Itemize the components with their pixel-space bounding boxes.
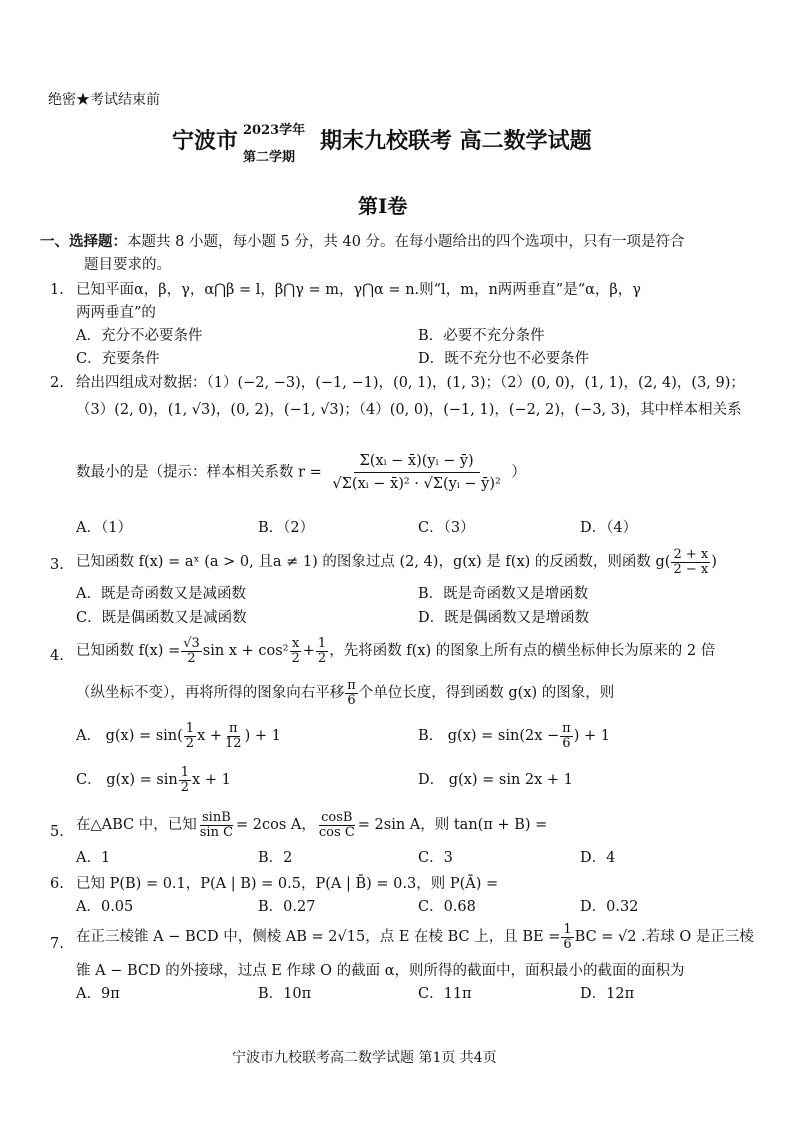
opt-b-pre: B． g(x) = sin(2x −: [418, 728, 560, 745]
q4-stem-line1: [76, 637, 715, 665]
q5-option-b: B．2: [258, 850, 293, 866]
section-desc-line1: 本题共 8 小题，每小题 5 分，共 40 分。在每小题给出的四个选项中，只有一项是符合: [127, 234, 685, 250]
q5-mid: = 2cos A，: [236, 817, 316, 834]
frac-num: 1: [563, 922, 572, 937]
q1-number: 1.: [50, 282, 64, 298]
q6-stem: 已知 P(B) = 0.1，P(A | B) = 0.5，P(A | B̄) = 0.3，则 P(Ā) =: [76, 876, 499, 892]
q3-stem: [76, 548, 717, 576]
opt-c-post: x + 1: [192, 772, 231, 789]
opt-a-frac2: [223, 722, 244, 750]
q4-mid2: +: [302, 643, 315, 660]
opt-c-pre: C． g(x) = sin: [76, 772, 178, 789]
q4-line1-post: ，先将函数 f(x) 的图象上所有点的横坐标伸长为原来的 2 倍: [329, 643, 716, 660]
frac-num: 1: [185, 721, 195, 736]
frac-den: 6: [347, 692, 356, 708]
q1-stem-line1: 已知平面α，β，γ，α⋂β = l，β⋂γ = m，γ⋂α = n.则“l，m，n两两垂直”是“α，β，γ: [76, 282, 641, 298]
q4-option-d: D． g(x) = sin 2x + 1: [418, 772, 573, 788]
frac-den: 2: [291, 650, 300, 666]
q4-line2-post: 个单位长度，得到函数 g(x) 的图象，则: [358, 685, 615, 702]
q4-line2-pre: （纵坐标不变），再将所得的图象向右平移: [76, 685, 345, 702]
title-year: 2023学年: [243, 123, 306, 138]
q5-option-c: C．3: [418, 850, 453, 866]
frac-num: x: [291, 636, 300, 651]
q3-option-d: D．既是偶函数又是增函数: [418, 610, 590, 626]
page-footer: 宁波市九校联考高二数学试题 第1页 共4页: [232, 1050, 497, 1066]
frac-num: π: [562, 721, 571, 736]
q6-option-d: D．0.32: [580, 899, 639, 915]
q3-option-c: C．既是偶函数又是减函数: [76, 610, 247, 626]
q4-frac-pi-6: [345, 679, 358, 707]
q2-option-b: B．（2）: [258, 520, 315, 536]
formula-numerator: Σ(xᵢ − x̄)(yᵢ − ȳ): [354, 452, 480, 473]
q2-line3-pre: 数最小的是（提示：样本相关系数 r =: [76, 464, 322, 481]
correlation-formula: [326, 452, 506, 493]
q2-option-c: C．（3）: [418, 520, 475, 536]
q7-stem-line1: [76, 923, 754, 951]
q5-stem: [76, 811, 547, 839]
q7-option-b: B．10π: [258, 986, 312, 1002]
q5-pre: 在△ABC 中，已知: [76, 817, 197, 834]
frac-den: 2: [317, 650, 327, 666]
q3-frac-den: 2 − x: [673, 561, 709, 577]
q2-option-a: A．（1）: [76, 520, 132, 536]
q4-frac-sqrt3-2: [181, 637, 202, 665]
q2-option-d: D．（4）: [580, 520, 638, 536]
frac-num: sinB: [202, 810, 231, 825]
q7-frac: [561, 923, 573, 951]
opt-a-post: ) + 1: [244, 728, 281, 745]
q3-stem-post: ): [711, 554, 717, 571]
q3-option-b: B．既是奇函数又是增函数: [418, 586, 589, 602]
q3-option-a: A．既是奇函数又是减函数: [76, 586, 246, 602]
frac-den: cos C: [318, 824, 355, 840]
q6-option-b: B．0.27: [258, 899, 316, 915]
frac-num: √3: [183, 636, 200, 651]
frac-num: cosB: [321, 810, 353, 825]
q3-frac-num: 2 + x: [673, 547, 709, 562]
section-desc-line2: 题目要求的。: [84, 257, 171, 273]
q1-option-b: B．必要不充分条件: [418, 328, 545, 344]
q2-number: 2.: [50, 375, 64, 391]
title-city: 宁波市: [172, 128, 239, 154]
q1-option-a: A．充分不必要条件: [76, 328, 203, 344]
q2-stem-line1: 给出四组成对数据：（1）(−2, −3)，(−1, −1)，(0, 1)，(1, 3)；（2）(0, 0)，(1, 1)，(2, 4)，(3, 9)；: [76, 375, 745, 391]
q4-number: 4.: [50, 648, 64, 664]
volume-title: 第Ⅰ卷: [358, 194, 408, 218]
q3-stem-pre: 已知函数 f(x) = aˣ (a > 0, 且a ≠ 1) 的图象过点 (2, 4)，g(x) 是 f(x) 的反函数，则函数 g(: [76, 554, 671, 571]
q4-stem-line2: [76, 679, 614, 707]
q7-option-a: A．9π: [76, 986, 120, 1002]
q4-frac-x-2: [289, 637, 301, 665]
q5-frac1: [198, 811, 235, 839]
q4-option-b: [418, 722, 610, 750]
q7-line1-post: BC = √2 .若球 O 是正三棱: [574, 929, 754, 946]
frac-den: 2: [180, 779, 190, 795]
opt-c-frac: [179, 766, 191, 794]
q4-frac-1-2: [316, 637, 328, 665]
q5-number: 5.: [50, 824, 64, 840]
opt-a-pre: A． g(x) = sin(: [76, 728, 183, 745]
q3-fraction: [671, 548, 710, 576]
q6-option-a: A．0.05: [76, 899, 134, 915]
frac-num: 1: [317, 636, 327, 651]
q2-stem-line3: [76, 452, 526, 493]
frac-den: 6: [563, 936, 572, 952]
confidential-label: 绝密★考试结束前: [48, 92, 160, 108]
q7-stem-line2: 锥 A − BCD 的外接球，过点 E 作球 O 的截面 α，则所得的截面中，面积最小的截面的面积为: [76, 963, 685, 979]
frac-den: 2: [185, 735, 195, 751]
q7-number: 7.: [50, 936, 64, 952]
page-title: [172, 128, 238, 156]
q6-option-c: C．0.68: [418, 899, 476, 915]
frac-den: sin C: [199, 824, 234, 840]
frac-num: 1: [180, 765, 190, 780]
q7-option-d: D．12π: [580, 986, 635, 1002]
opt-b-post: ) + 1: [573, 728, 610, 745]
q5-option-d: D．4: [580, 850, 616, 866]
frac-den: 12: [225, 735, 242, 751]
frac-num: π: [229, 721, 238, 736]
frac-num: π: [347, 678, 356, 693]
opt-a-mid: x +: [197, 728, 223, 745]
q1-option-c: C．充要条件: [76, 351, 160, 367]
q6-number: 6.: [50, 876, 64, 892]
q5-post: = 2sin A，则 tan(π + B) =: [357, 817, 548, 834]
frac-den: 2: [187, 650, 196, 666]
title-term: 第二学期: [243, 150, 296, 165]
q4-option-a: [76, 722, 281, 750]
q1-option-d: D．既不充分也不必要条件: [418, 351, 590, 367]
opt-a-frac1: [184, 722, 196, 750]
q7-option-c: C．11π: [418, 986, 472, 1002]
q4-line1-pre: 已知函数 f(x) =: [76, 643, 181, 660]
q7-line1-pre: 在正三棱锥 A − BCD 中，侧棱 AB = 2√15，点 E 在棱 BC 上，且 BE =: [76, 929, 561, 946]
opt-b-frac: [560, 722, 573, 750]
q2-line3-post: ）: [511, 464, 526, 481]
q1-stem-line2: 两两垂直”的: [76, 305, 156, 321]
q4-option-c: [76, 766, 231, 794]
section-heading: 一、选择题：: [40, 233, 127, 250]
q5-option-a: A．1: [76, 850, 111, 866]
q4-mid1: sin x + cos²: [202, 643, 289, 660]
formula-denominator: √Σ(xᵢ − x̄)² · √Σ(yᵢ − ȳ)²: [332, 476, 501, 493]
q5-frac2: [317, 811, 357, 839]
q3-number: 3.: [50, 557, 64, 573]
frac-den: 6: [562, 735, 571, 751]
title-exam: 期末九校联考 高二数学试题: [320, 128, 592, 154]
section-description: [40, 233, 685, 251]
q2-stem-line2: （3）(2, 0)，(1, √3)，(0, 2)，(−1, √3)；（4）(0, 0)，(−1, 1)，(−2, 2)，(−3, 3)，其中样本相关系: [76, 402, 742, 418]
